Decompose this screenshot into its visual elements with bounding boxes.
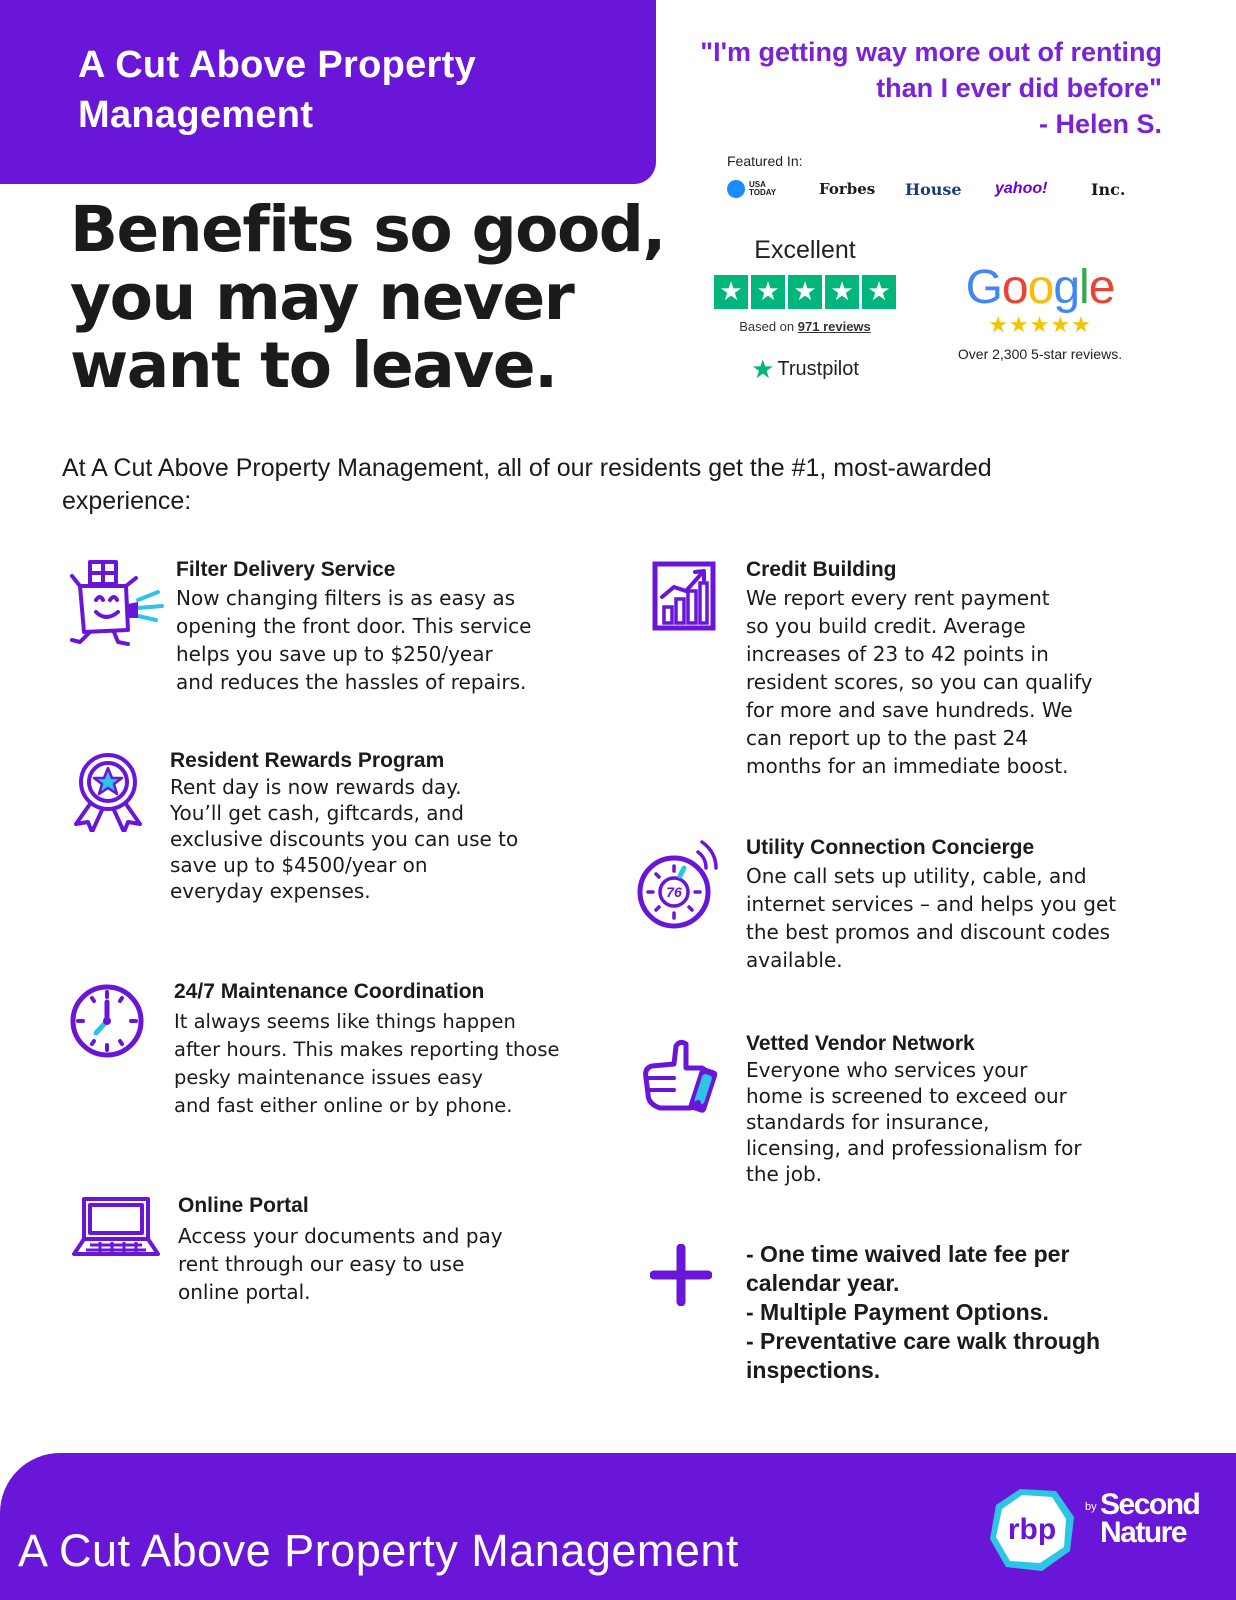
- trustpilot-logo: ★ Trustpilot: [751, 354, 859, 384]
- clock-icon: [68, 982, 146, 1060]
- benefit-description: We report every rent payment so you build credit. Average increases of 23 to 42 points in resident scores, so you can qualify for more and save hundreds. We can report up to the past 24 months for an immediate boost.: [746, 586, 1093, 778]
- trustpilot-based-on: Based on 971 reviews: [739, 319, 871, 334]
- trustpilot-rating: [710, 236, 900, 385]
- benefit-title: Credit Building: [746, 558, 897, 581]
- google-rating: [940, 262, 1140, 362]
- benefit-description: It always seems like things happen after hours. This makes reporting those pesky maintenance issues easy and fast either online or by phone.: [174, 1010, 560, 1117]
- plus-icon: [650, 1244, 712, 1306]
- benefit-title: Vetted Vendor Network: [746, 1032, 975, 1055]
- benefit-description: One call sets up utility, cable, and internet services – and helps you get the best promos and discount codes available.: [746, 864, 1117, 972]
- benefit-title: Resident Rewards Program: [170, 749, 445, 772]
- yahoo-logo: yahoo!: [995, 180, 1048, 197]
- inc-logo: Inc.: [1091, 179, 1126, 199]
- logo-by-text: by: [1085, 1501, 1097, 1513]
- rbp-logo: [986, 1483, 1078, 1575]
- trustpilot-review-count: 971 reviews: [797, 319, 871, 334]
- google-logo: Google: [965, 261, 1115, 314]
- benefit-title: Online Portal: [178, 1194, 309, 1217]
- footer-company-name: A Cut Above Property Management: [18, 1525, 739, 1576]
- trustpilot-star-icon: ★: [825, 275, 859, 309]
- benefit-description: Now changing filters is as easy as opening the front door. This service helps you save up to $250/year and reduces the hassles of repairs.: [176, 586, 532, 694]
- benefit-description: Everyone who services your home is screened to exceed our standards for insurance, licensing, and professionalism for the job.: [746, 1058, 1082, 1186]
- award-ribbon-icon: [70, 752, 146, 832]
- press-logos: [727, 177, 1147, 201]
- featured-label: Featured In:: [727, 153, 803, 169]
- benefit-description: Access your documents and pay rent through our easy to use online portal.: [178, 1224, 503, 1304]
- benefit-title: Filter Delivery Service: [176, 558, 396, 581]
- thermostat-reading: 76: [666, 884, 682, 900]
- second-nature-logo: Second Nature: [1100, 1488, 1200, 1549]
- usa-today-dot-icon: [727, 180, 745, 198]
- benefit-extras-list: - One time waived late fee per calendar year. - Multiple Payment Options. - Preventative care walk through inspections.: [746, 1241, 1101, 1383]
- benefit-title: Utility Connection Concierge: [746, 836, 1035, 859]
- trustpilot-stars: [710, 275, 900, 309]
- trustpilot-star-icon: ★: [788, 275, 822, 309]
- laptop-icon: [72, 1196, 160, 1258]
- quote-author: - Helen S.: [1038, 109, 1162, 139]
- thumbs-up-icon: [640, 1038, 720, 1114]
- company-title: A Cut Above Property Management: [78, 44, 477, 136]
- quote-line-2: than I ever did before": [876, 73, 1162, 103]
- growth-chart-icon: [652, 561, 716, 631]
- quote-line-1: "I'm getting way more out of renting: [700, 37, 1162, 67]
- forbes-logo: Forbes: [819, 180, 876, 198]
- trustpilot-star-icon: ★: [751, 354, 775, 384]
- usa-today-logo: USA TODAY: [727, 180, 819, 198]
- google-reviews-text: Over 2,300 5-star reviews.: [957, 346, 1123, 362]
- trustpilot-star-icon: ★: [751, 275, 785, 309]
- benefit-title: 24/7 Maintenance Coordination: [174, 980, 485, 1003]
- rbp-logo-text: rbp: [1007, 1513, 1057, 1546]
- filter-delivery-box-icon: [66, 560, 166, 646]
- trustpilot-star-icon: ★: [862, 275, 896, 309]
- house-logo: House: [905, 179, 962, 199]
- testimonial-quote: [700, 34, 1162, 142]
- intro-text: At A Cut Above Property Management, all of our residents get the #1, most-awarded experience:: [62, 454, 992, 515]
- google-stars: ★★★★★: [988, 313, 1092, 338]
- thermostat-icon: [636, 838, 720, 932]
- headline: Benefits so good, you may never want to leave.: [70, 193, 665, 402]
- header-banner: [0, 0, 656, 184]
- trustpilot-rating-word: Excellent: [754, 236, 856, 264]
- footer-banner: [0, 1453, 1236, 1600]
- benefit-description: Rent day is now rewards day. You’ll get cash, giftcards, and exclusive discounts you can use to save up to $4500/year on everyday expenses.: [170, 775, 519, 903]
- trustpilot-star-icon: ★: [714, 275, 748, 309]
- featured-in: [727, 153, 1147, 201]
